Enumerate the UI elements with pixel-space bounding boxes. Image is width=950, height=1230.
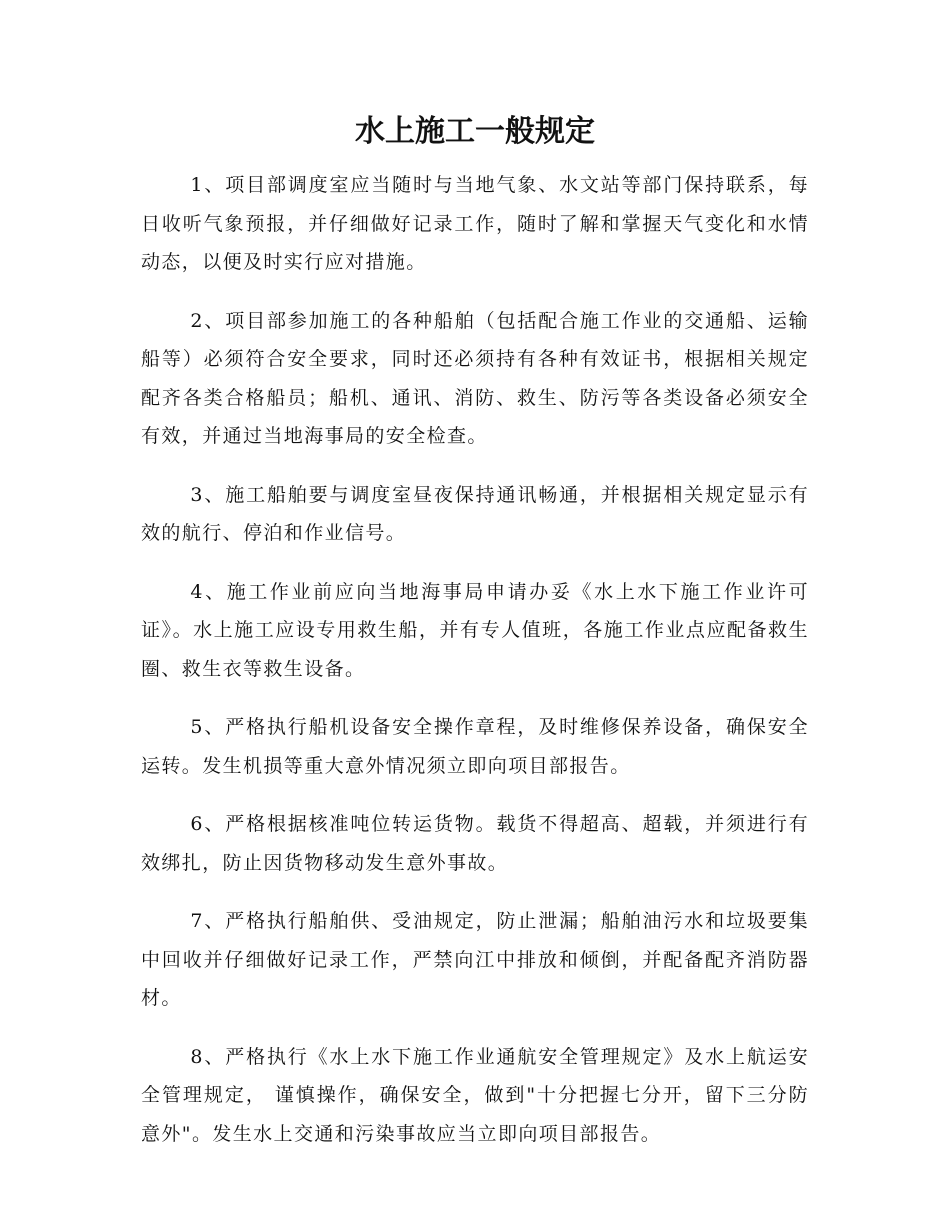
document-body	[141, 166, 809, 1173]
paragraph-4: 4、施工作业前应向当地海事局申请办妥《水上水下施工作业许可证》。水上施工应设专用救生船，并有专人值班，各施工作业点应配备救生圈、救生衣等救生设备。	[141, 580, 809, 680]
paragraph-1: 1、项目部调度室应当随时与当地气象、水文站等部门保持联系，每日收听气象预报，并仔细做好记录工作，随时了解和掌握天气变化和水情动态，以便及时实行应对措施。	[141, 174, 809, 273]
document-title: 水上施工一般规定	[355, 114, 595, 149]
paragraph-2: 2、项目部参加施工的各种船舶（包括配合施工作业的交通船、运输船等）必须符合安全要求，同时还必须持有各种有效证书，根据相关规定配齐各类合格船员；船机、通讯、消防、救生、防污等各类设备必须安全有效，并通过当地海事局的安全检查。	[141, 309, 809, 447]
paragraph-5: 5、严格执行船机设备安全操作章程，及时维修保养设备，确保安全运转。发生机损等重大意外情况须立即向项目部报告。	[141, 716, 809, 777]
paragraph-3: 3、施工船舶要与调度室昼夜保持通讯畅通，并根据相关规定显示有效的航行、停泊和作业信号。	[141, 483, 809, 544]
paragraph-7: 7、严格执行船舶供、受油规定，防止泄漏；船舶油污水和垃圾要集中回收并仔细做好记录工作，严禁向江中排放和倾倒，并配备配齐消防器材。	[141, 910, 809, 1009]
paragraph-8: 8、严格执行《水上水下施工作业通航安全管理规定》及水上航运安全管理规定， 谨慎操作，确保安全，做到"十分把握七分开，留下三分防意外"。发生水上交通和污染事故应当立即向项目部报告。	[141, 1045, 809, 1145]
paragraph-6: 6、严格根据核准吨位转运货物。载货不得超高、超载，并须进行有效绑扎，防止因货物移动发生意外事故。	[141, 813, 809, 874]
